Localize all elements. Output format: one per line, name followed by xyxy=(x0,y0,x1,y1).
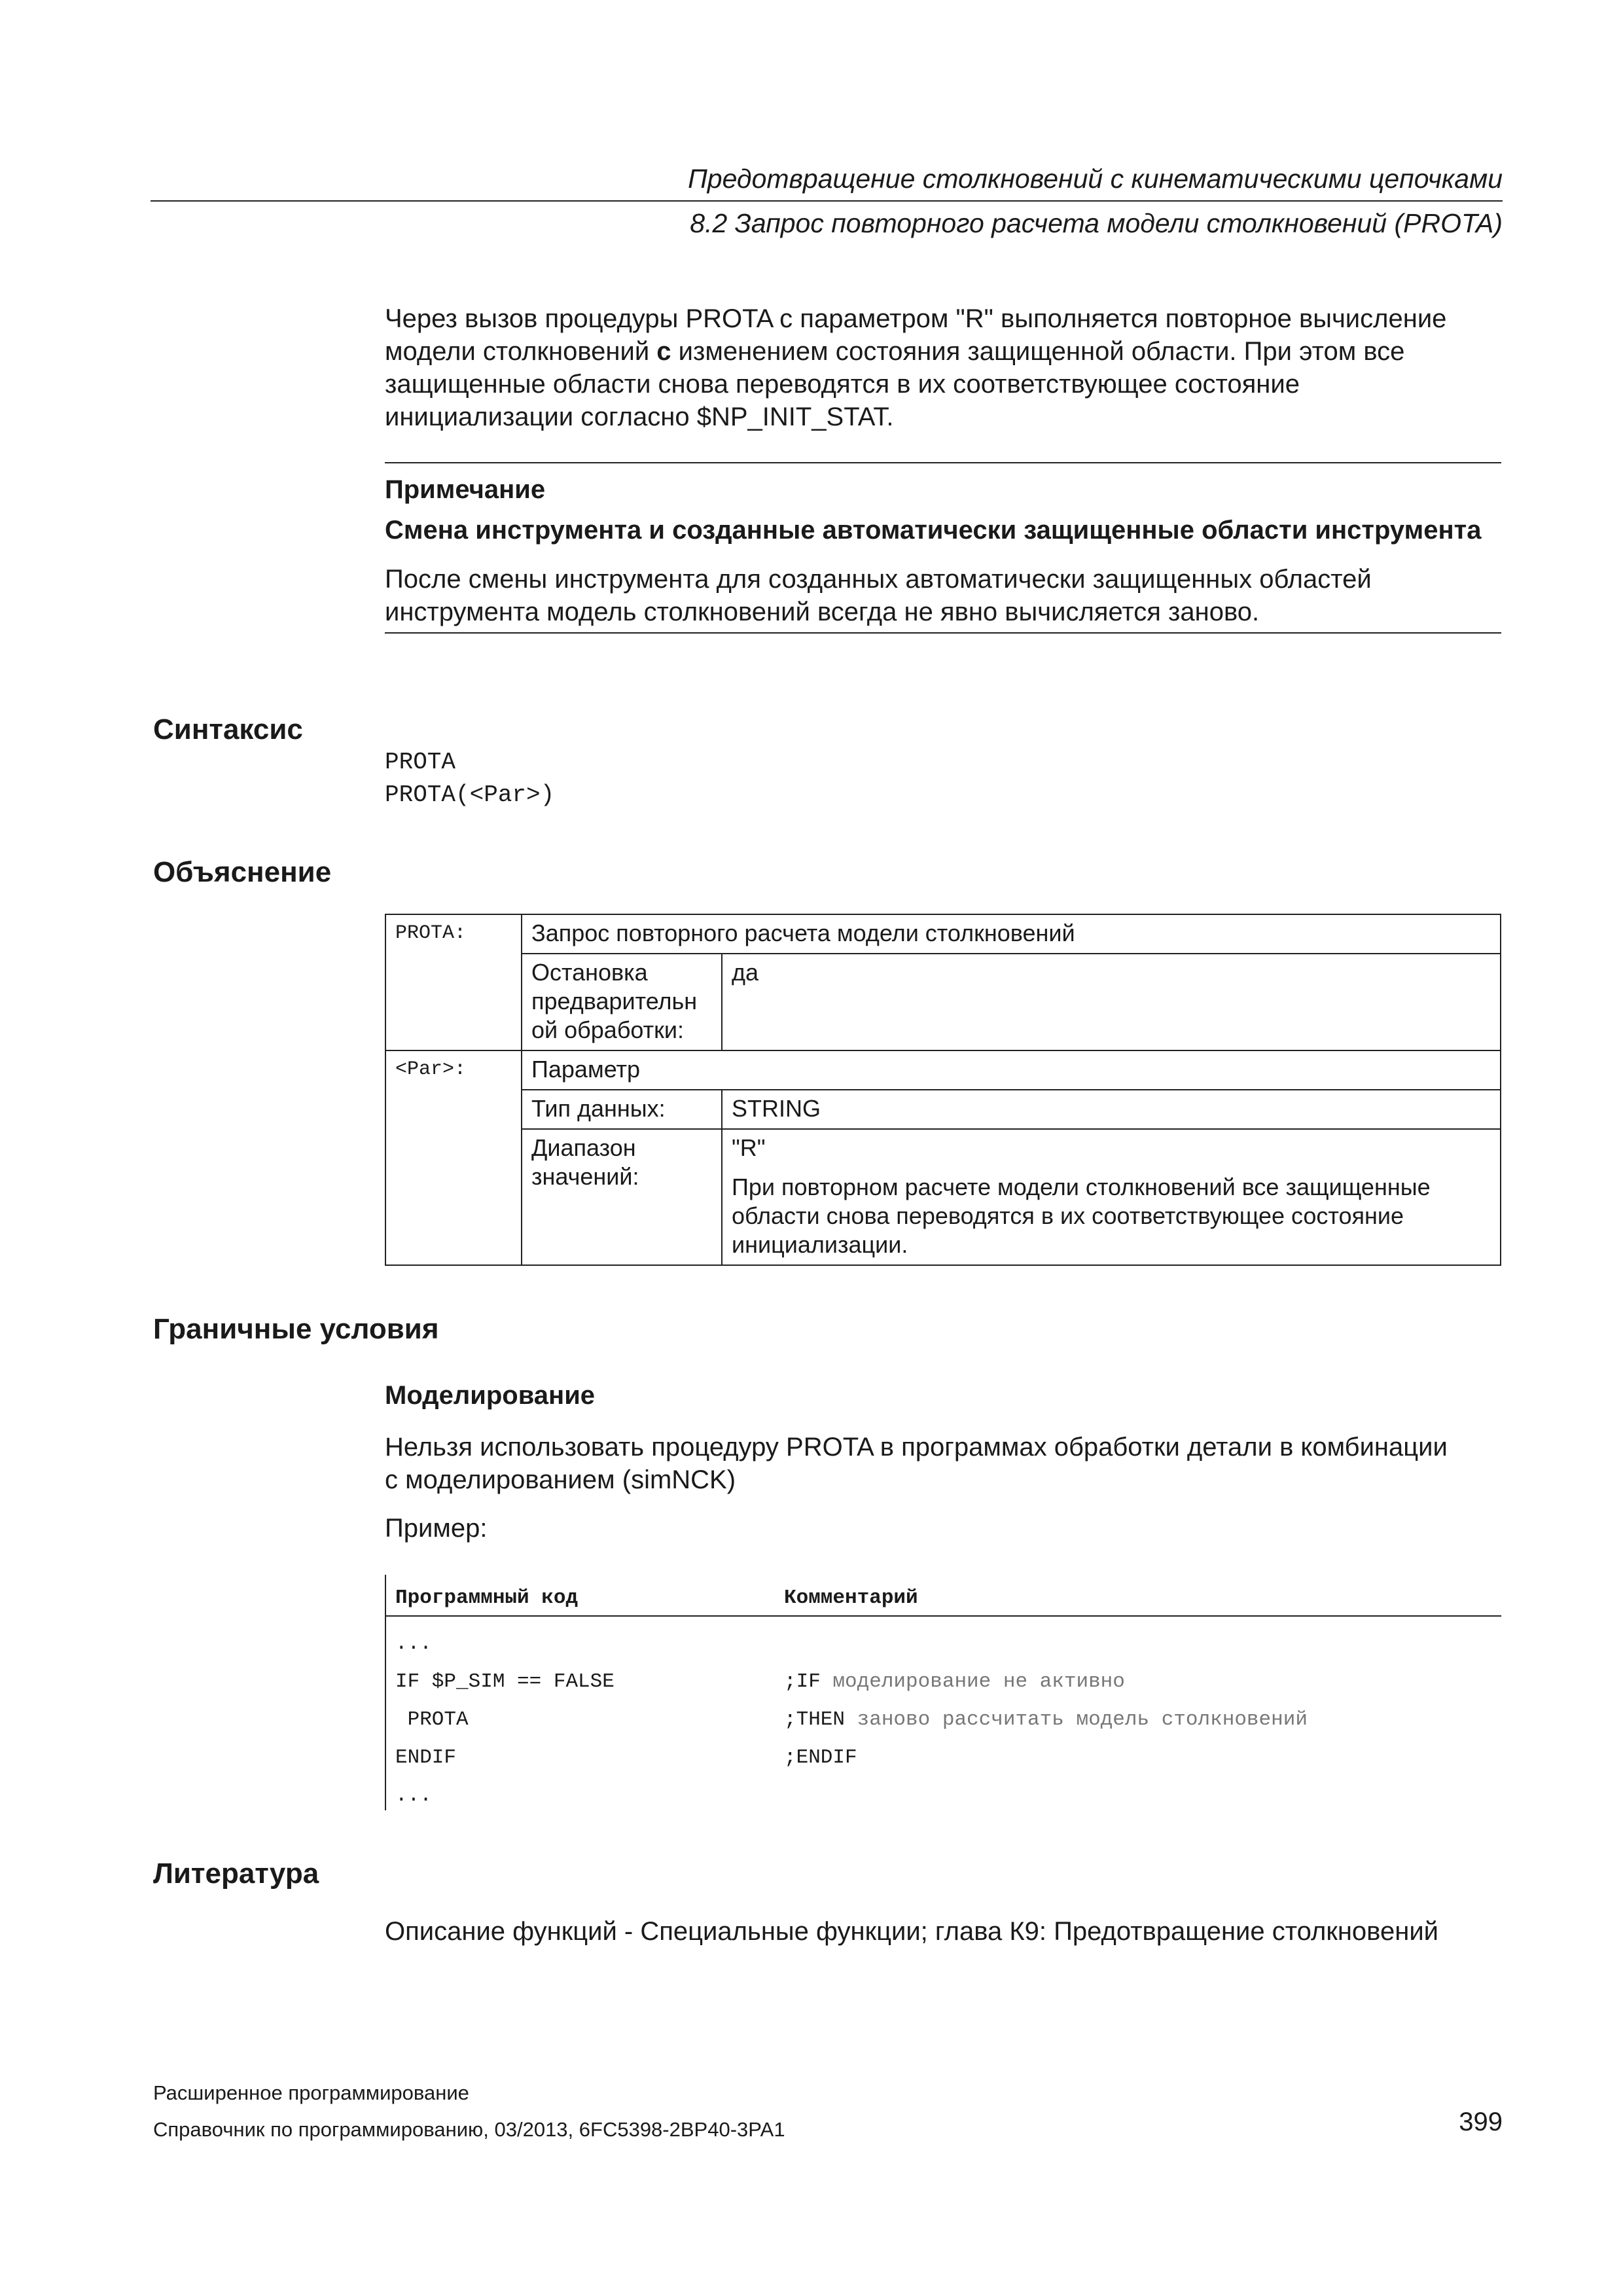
code-left-rule xyxy=(385,1575,386,1810)
par-description: Параметр xyxy=(522,1050,1501,1090)
footer-manual-info: Справочник по программированию, 03/2013, 6FC5398-2BP40-3PA1 xyxy=(153,2118,785,2141)
table-row xyxy=(385,1129,1501,1265)
conditions-heading: Граничные условия xyxy=(153,1313,439,1345)
type-value: STRING xyxy=(722,1090,1501,1129)
code-line-4: ENDIF xyxy=(395,1746,457,1769)
stop-value: да xyxy=(722,954,1501,1050)
literature-heading: Литература xyxy=(153,1857,319,1890)
page-number: 399 xyxy=(1459,2108,1503,2136)
conditions-line-2: с моделированием (simNCK) xyxy=(385,1465,736,1494)
table-row xyxy=(385,954,1501,1050)
table-row xyxy=(385,1050,1501,1090)
syntax-line-1: PROTA xyxy=(385,749,456,776)
conditions-subheading: Моделирование xyxy=(385,1381,596,1410)
code-line-3: PROTA xyxy=(395,1708,469,1731)
example-label: Пример: xyxy=(385,1514,488,1543)
intro-line-3: защищенные области снова переводятся в их соответствующее состояние xyxy=(385,370,1300,399)
range-value: "R" xyxy=(732,1134,766,1161)
footer-book-title: Расширенное программирование xyxy=(153,2081,469,2104)
comment-line-3: ;THEN заново рассчитать модель столкновений xyxy=(784,1708,1308,1731)
note-line-1: После смены инструмента для созданных автоматически защищенных областей xyxy=(385,565,1372,594)
param-key-par: <Par>: xyxy=(385,1050,522,1265)
header-divider xyxy=(151,200,1503,202)
syntax-block xyxy=(385,746,554,812)
intro-line-1: Через вызов процедуры PROTA с параметром "R" выполняется повторное вычисление xyxy=(385,304,1447,333)
conditions-line-1: Нельзя использовать процедуру PROTA в программах обработки детали в комбинации xyxy=(385,1433,1448,1462)
explanation-table xyxy=(385,914,1501,1266)
type-label: Тип данных: xyxy=(522,1090,722,1129)
intro-line-2: модели столкновений с изменением состояния защищенной области. При этом все xyxy=(385,337,1405,366)
comment-line-2: ;IF моделирование не активно xyxy=(784,1670,1125,1693)
note-bottom-rule xyxy=(385,632,1501,634)
intro-emphasis: с xyxy=(656,337,671,366)
param-key-prota: PROTA: xyxy=(385,914,522,1050)
conditions-paragraph xyxy=(385,1431,1510,1496)
code-header-rule xyxy=(386,1615,1501,1617)
explanation-heading: Объяснение xyxy=(153,856,332,888)
literature-text: Описание функций - Специальные функции; глава К9: Предотвращение столкновений xyxy=(385,1917,1438,1946)
range-label: Диапазон значений: xyxy=(522,1129,722,1265)
note-line-2: инструмента модель столкновений всегда не явно вычисляется заново. xyxy=(385,598,1260,626)
running-header-chapter: Предотвращение столкновений с кинематическими цепочками xyxy=(688,164,1503,194)
syntax-line-2: PROTA(<Par>) xyxy=(385,781,555,808)
note-body xyxy=(385,563,1510,628)
comment-line-4: ;ENDIF xyxy=(784,1746,857,1769)
syntax-heading: Синтаксис xyxy=(153,713,303,745)
running-header-section: 8.2 Запрос повторного расчета модели столкновений (PROTA) xyxy=(690,208,1503,238)
note-subtitle: Смена инструмента и созданные автоматически защищенные области инструмента xyxy=(385,516,1482,545)
note-top-rule xyxy=(385,462,1501,463)
stop-label: Остановка предварительн ой обработки: xyxy=(522,954,722,1050)
comment-column-header: Комментарий xyxy=(784,1587,918,1609)
table-row xyxy=(385,914,1501,954)
note-title: Примечание xyxy=(385,475,546,504)
code-line-2: IF $P_SIM == FALSE xyxy=(395,1670,615,1693)
intro-line-4: инициализации согласно $NP_INIT_STAT. xyxy=(385,403,894,431)
code-column-header: Программный код xyxy=(395,1587,579,1609)
prota-description: Запрос повторного расчета модели столкновений xyxy=(522,914,1501,954)
range-value-cell: "R" При повторном расчете модели столкновений все защищенные области снова переводятся в их соответствующее состояние инициализации. xyxy=(722,1129,1501,1265)
table-row xyxy=(385,1090,1501,1129)
code-line-5: ... xyxy=(395,1784,432,1807)
code-line-1: ... xyxy=(395,1632,432,1655)
intro-paragraph xyxy=(385,302,1510,433)
